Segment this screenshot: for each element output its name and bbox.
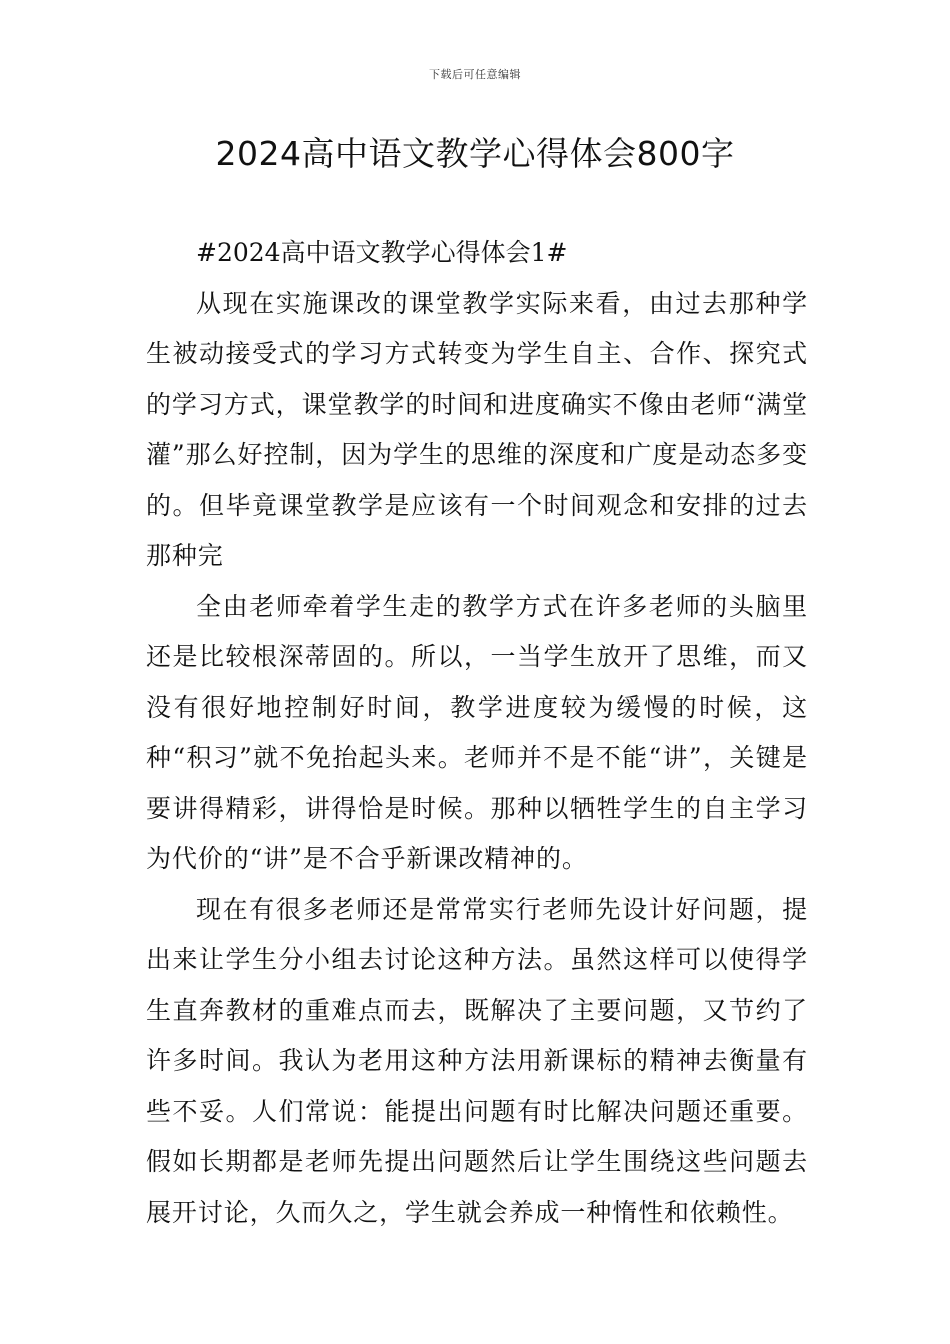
paragraph: 从现在实施课改的课堂教学实际来看，由过去那种学生被动接受式的学习方式转变为学生自主、合作、探究式的学习方式，课堂教学的时间和进度确实不像由老师“满堂灌”那么好控制，因为学生的思维的深度和广度是动态多变的。但毕竟课堂教学是应该有一个时间观念和安排的过去那种完	[146, 288, 808, 570]
document-title: 2024高中语文教学心得体会800字	[215, 134, 735, 173]
paragraph: 现在有很多老师还是常常实行老师先设计好问题，提出来让学生分小组去讨论这种方法。虽然这样可以使得学生直奔教材的重难点而去，既解决了主要问题，又节约了许多时间。我认为老用这种方法用新课标的精神去衡量有些不妥。人们常说：能提出问题有时比解决问题还重要。假如长期都是老师先提出问题然后让学生围绕这些问题去展开讨论，久而久之，学生就会养成一种惰性和依赖性。	[146, 894, 808, 1227]
section-heading: #2024高中语文教学心得体会1#	[196, 238, 568, 267]
document-body	[146, 228, 808, 1238]
header-note: 下载后可任意编辑	[429, 68, 521, 81]
paragraph: 全由老师牵着学生走的教学方式在许多老师的头脑里还是比较根深蒂固的。所以，一当学生放开了思维，而又没有很好地控制好时间，教学进度较为缓慢的时候，这种“积习”就不免抬起头来。老师并不是不能“讲”，关键是要讲得精彩，讲得恰是时候。那种以牺牲学生的自主学习为代价的“讲”是不合乎新课改精神的。	[146, 591, 808, 873]
